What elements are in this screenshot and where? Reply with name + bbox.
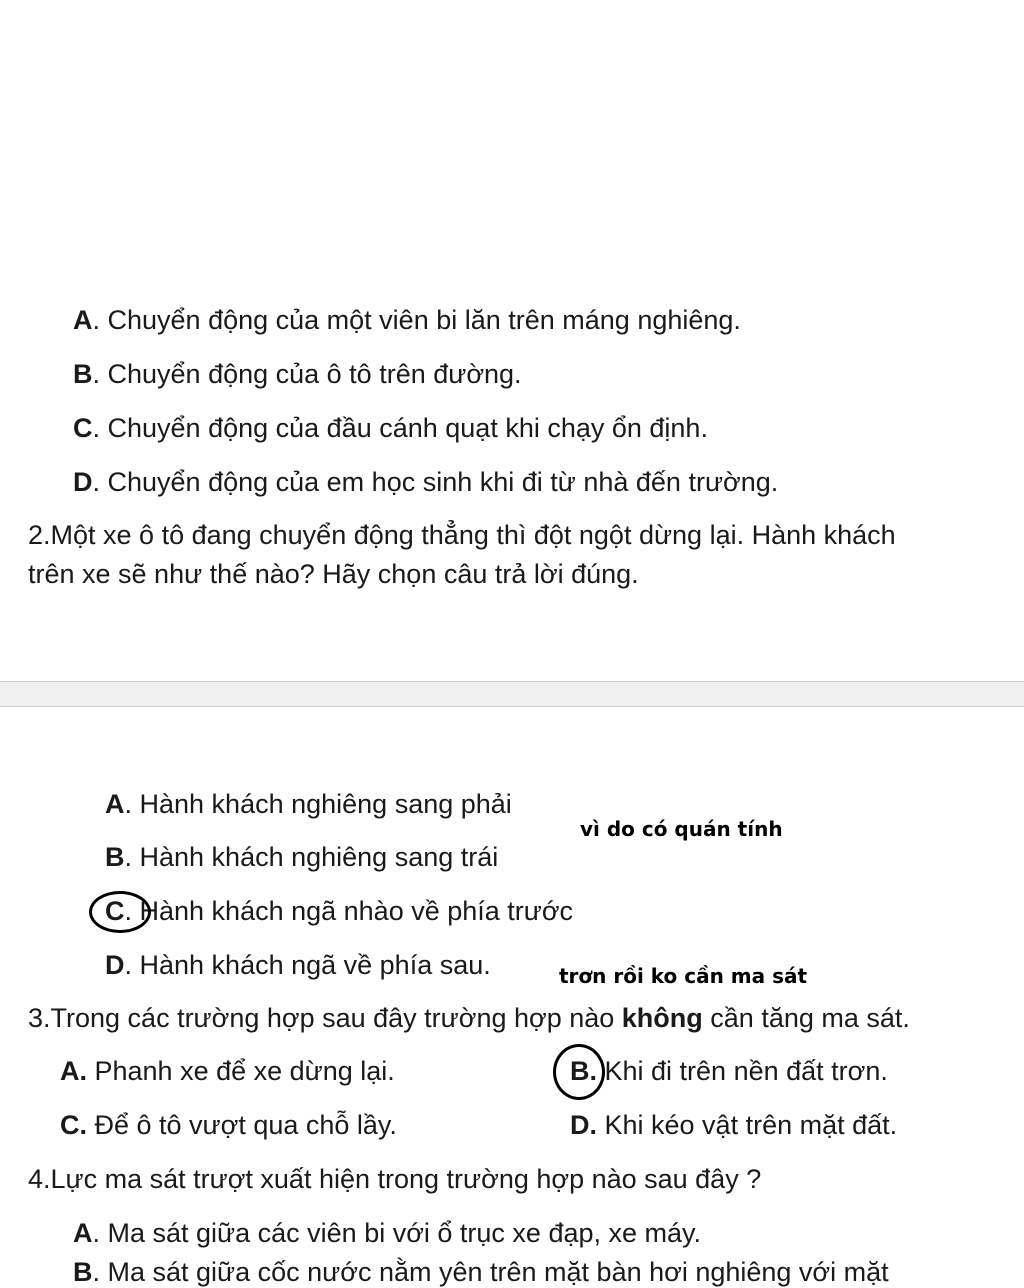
q3-option-c: C. Để ô tô vượt qua chỗ lầy. — [60, 1110, 397, 1140]
q2-text-line1: 2.Một xe ô tô đang chuyển động thẳng thì đột ngột dừng lại. Hành khách — [28, 520, 896, 550]
q2-option-c: C. Hành khách ngã nhào về phía trước — [105, 896, 574, 926]
q3-text: 3.Trong các trường hợp sau đây trường hợp nào không cần tăng ma sát. — [28, 1003, 910, 1033]
answer-circle-q2 — [89, 891, 151, 933]
q2-option-b: B. Hành khách nghiêng sang trái — [105, 842, 499, 872]
q4-text: 4.Lực ma sát trượt xuất hiện trong trường hợp nào sau đây ? — [28, 1164, 762, 1194]
cropped-text-row — [0, 262, 1024, 284]
q3-option-d: D. Khi kéo vật trên mặt đất. — [570, 1110, 898, 1140]
q3-option-b: B. Khi đi trên nền đất trơn. — [570, 1056, 888, 1086]
answer-circle-q3 — [553, 1044, 605, 1100]
q2-option-d: D. Hành khách ngã về phía sau. — [105, 950, 491, 980]
q2-handwritten-note: vì do có quán tính — [580, 817, 783, 841]
q1-option-a: A. Chuyển động của một viên bi lăn trên máng nghiêng. — [73, 305, 741, 335]
q1-option-d: D. Chuyển động của em học sinh khi đi từ nhà đến trường. — [73, 467, 779, 497]
q1-option-c: C. Chuyển động của đầu cánh quạt khi chạy ổn định. — [73, 413, 708, 443]
q3-handwritten-note: trơn rồi ko cần ma sát — [559, 964, 808, 988]
page-break — [0, 681, 1024, 707]
q2-text-line2: trên xe sẽ như thế nào? Hãy chọn câu trả lời đúng. — [28, 559, 639, 589]
q4-option-b: B. Ma sát giữa cốc nước nằm yên trên mặt bàn hơi nghiêng với mặt — [73, 1257, 889, 1287]
q4-option-a: A. Ma sát giữa các viên bi với ổ trục xe đạp, xe máy. — [73, 1218, 702, 1248]
q2-option-a: A. Hành khách nghiêng sang phải — [105, 789, 512, 819]
q3-option-a: A. Phanh xe để xe dừng lại. — [60, 1056, 395, 1086]
q1-option-b: B. Chuyển động của ô tô trên đường. — [73, 359, 522, 389]
